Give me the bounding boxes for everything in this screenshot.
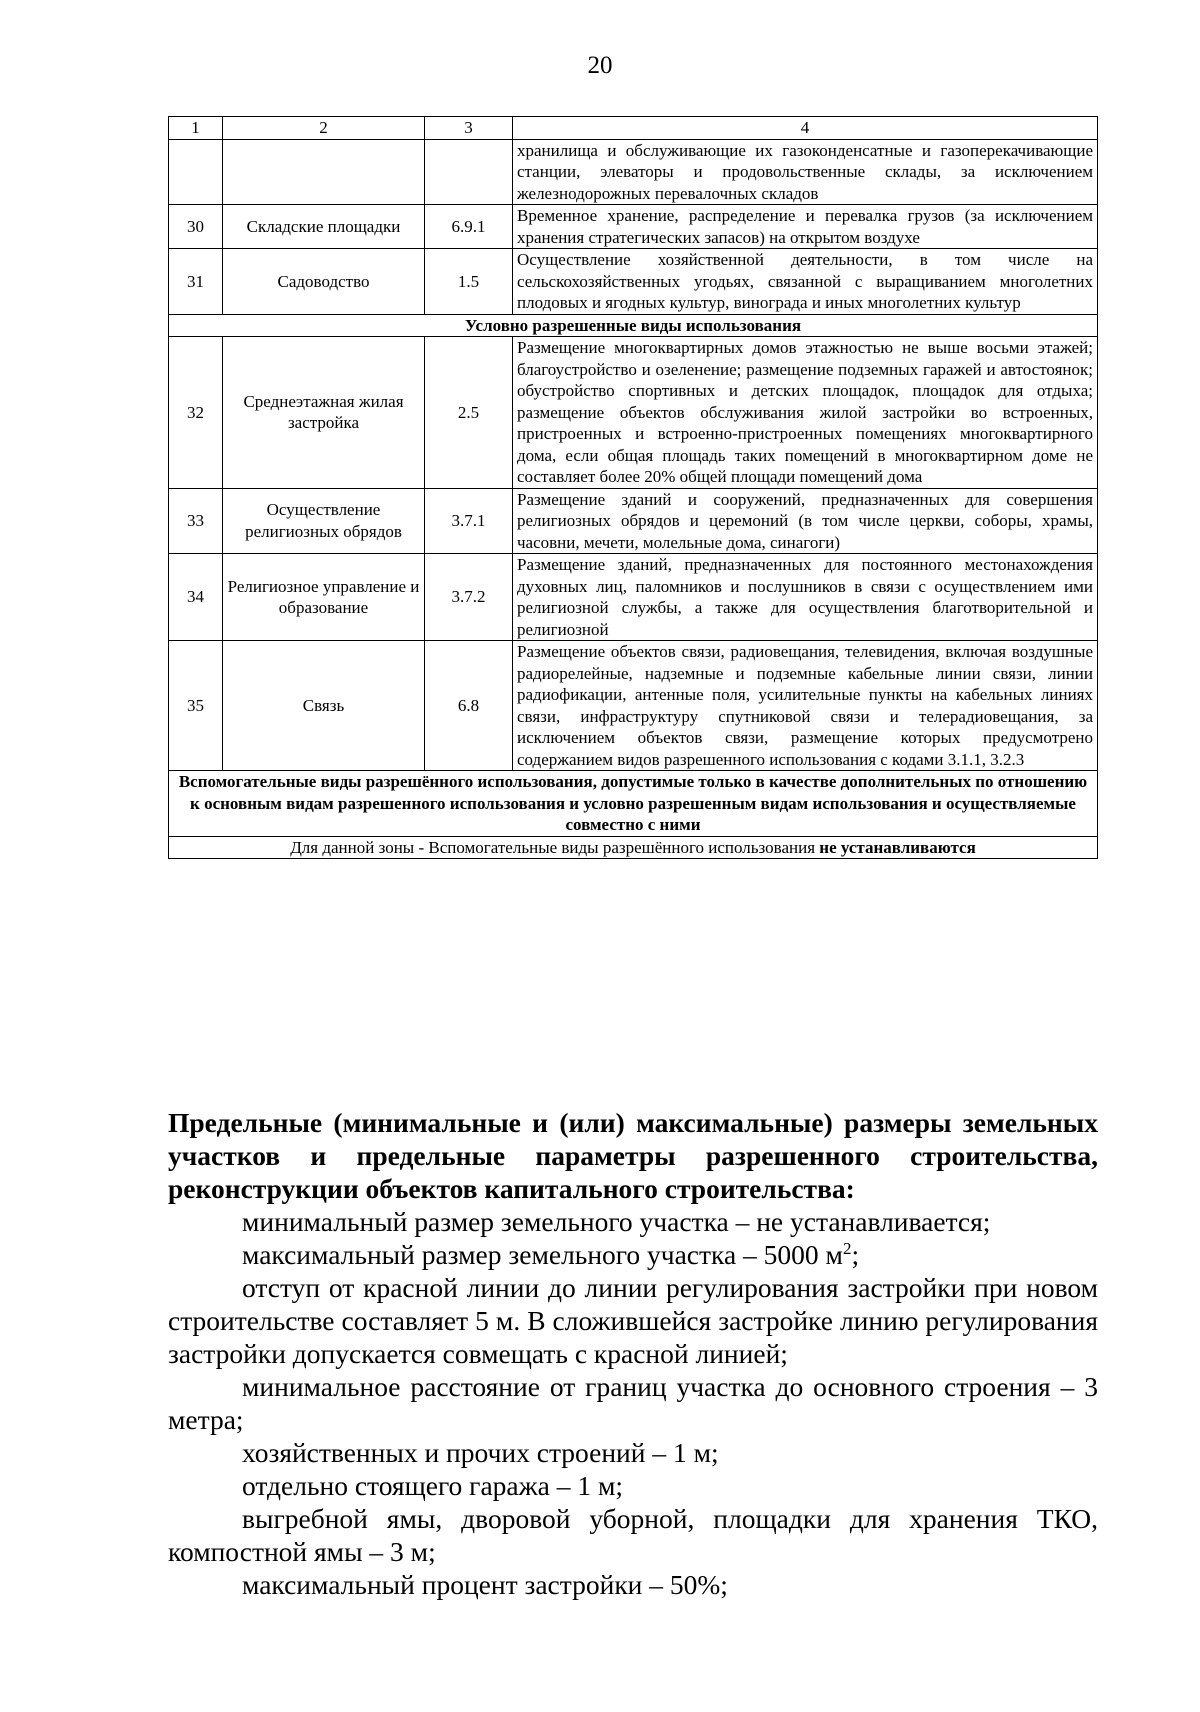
section-row-conditional <box>169 314 1098 337</box>
note-row <box>169 836 1098 859</box>
row-name: Складские площадки <box>223 205 425 249</box>
header-col-1: 1 <box>169 117 223 140</box>
param-setback: отступ от красной линии до линии регулирования застройки при новом строительстве составляет 5 м. В сложившейся застройке линию регулирования застройки допускается совмещать с красной линией; <box>168 1272 1098 1369</box>
row-code: 6.9.1 <box>425 205 513 249</box>
row-number: 31 <box>169 249 223 315</box>
table-header-row <box>169 117 1098 140</box>
row-code: 1.5 <box>425 249 513 315</box>
row-code: 2.5 <box>425 337 513 489</box>
param-max-size-superscript: 2 <box>842 1238 852 1258</box>
row-description: Размещение многоквартирных домов этажностью не выше восьми этажей; благоустройство и озеленение; размещение подземных гаражей и автостоянок; обустройство спортивных и детских площадок, площадок для отдыха; размещение объектов обслуживания жилой застройки во встроенных, пристроенных и встроенно-пристроенных помещениях многоквартирного дома, если общая площадь таких помещений в многоквартирном доме не составляет более 20% общей площади помещений дома <box>513 337 1098 489</box>
row-number: 35 <box>169 641 223 771</box>
row-description: Размещение зданий и сооружений, предназначенных для совершения религиозных обрядов и церемоний (в том числе церкви, соборы, храмы, часовни, мечети, молельные дома, синагоги) <box>513 488 1098 554</box>
auxiliary-note-text: Для данной зоны - Вспомогательные виды разрешённого использования <box>290 837 820 857</box>
param-household-buildings: хозяйственных и прочих строений – 1 м; <box>242 1437 719 1468</box>
row-code: 6.8 <box>425 641 513 771</box>
header-col-3: 3 <box>425 117 513 140</box>
row-description: Размещение объектов связи, радиовещания, телевидения, включая воздушные радиорелейные, надземные и подземные кабельные линии связи, линии радиофикации, антенные поля, усилительные пункты на кабельных линиях связи, инфраструктуру спутниковой связи и телерадиовещания, за исключением объектов связи, размещение которых предусмотрено содержанием видов разрешенного использования с кодами 3.1.1, 3.2.3 <box>513 641 1098 771</box>
table-row <box>169 205 1098 249</box>
row-name: Садоводство <box>223 249 425 315</box>
header-col-4: 4 <box>513 117 1098 140</box>
param-cesspit: выгребной ямы, дворовой уборной, площадки для хранения ТКО, компостной ямы – 3 м; <box>168 1503 1098 1567</box>
table-row <box>169 554 1098 641</box>
row-code: 3.7.2 <box>425 554 513 641</box>
row-name: Религиозное управление и образование <box>223 554 425 641</box>
table-row <box>169 249 1098 315</box>
land-use-table <box>168 116 1098 859</box>
table-row <box>169 641 1098 771</box>
row-code <box>425 139 513 205</box>
auxiliary-note <box>169 836 1098 859</box>
param-max-size-end: ; <box>851 1239 860 1270</box>
param-max-coverage: максимальный процент застройки – 50%; <box>242 1569 728 1600</box>
table-row <box>169 488 1098 554</box>
param-max-size <box>168 1238 1098 1271</box>
table-row-continuation <box>169 139 1098 205</box>
row-code: 3.7.1 <box>425 488 513 554</box>
row-number: 32 <box>169 337 223 489</box>
row-name: Связь <box>223 641 425 771</box>
construction-parameters <box>168 1106 1098 1601</box>
section-row-auxiliary <box>169 771 1098 837</box>
row-description: хранилища и обслуживающие их газоконденсатные и газоперекачивающие станции, элеваторы и продовольственные склады, за исключением железнодорожных перевалочных складов <box>513 139 1098 205</box>
auxiliary-note-emphasis: не устанавливаются <box>819 837 976 857</box>
row-name <box>223 139 425 205</box>
section-heading-auxiliary: Вспомогательные виды разрешённого использования, допустимые только в качестве дополнительных по отношению к основным видам разрешенного использования и условно разрешенным видам использования и осуществляемые совместно с ними <box>169 771 1098 837</box>
row-number: 30 <box>169 205 223 249</box>
row-number <box>169 139 223 205</box>
row-number: 33 <box>169 488 223 554</box>
param-min-distance: минимальное расстояние от границ участка до основного строения – 3 метра; <box>168 1371 1098 1435</box>
page-number: 20 <box>587 52 613 79</box>
param-max-size-text: максимальный размер земельного участка – 5000 м <box>242 1239 843 1270</box>
parameters-heading: Предельные (минимальные и (или) максимальные) размеры земельных участков и предельные параметры разрешенного строительства, реконструкции объектов капитального строительства: <box>168 1107 1098 1204</box>
row-number: 34 <box>169 554 223 641</box>
table-row <box>169 337 1098 489</box>
row-description: Осуществление хозяйственной деятельности, в том числе на сельскохозяйственных угодьях, связанной с выращиванием многолетних плодовых и ягодных культур, винограда и иных многолетних культур <box>513 249 1098 315</box>
header-col-2: 2 <box>223 117 425 140</box>
section-heading-conditional: Условно разрешенные виды использования <box>169 314 1098 337</box>
param-garage: отдельно стоящего гаража – 1 м; <box>242 1470 623 1501</box>
row-name: Среднеэтажная жилая застройка <box>223 337 425 489</box>
param-min-size: минимальный размер земельного участка – не устанавливается; <box>242 1206 991 1237</box>
row-name: Осуществление религиозных обрядов <box>223 488 425 554</box>
row-description: Временное хранение, распределение и перевалка грузов (за исключением хранения стратегических запасов) на открытом воздухе <box>513 205 1098 249</box>
row-description: Размещение зданий, предназначенных для постоянного местонахождения духовных лиц, паломников и послушников в связи с осуществлением ими религиозной службы, а также для осуществления благотворительной и религиозной <box>513 554 1098 641</box>
